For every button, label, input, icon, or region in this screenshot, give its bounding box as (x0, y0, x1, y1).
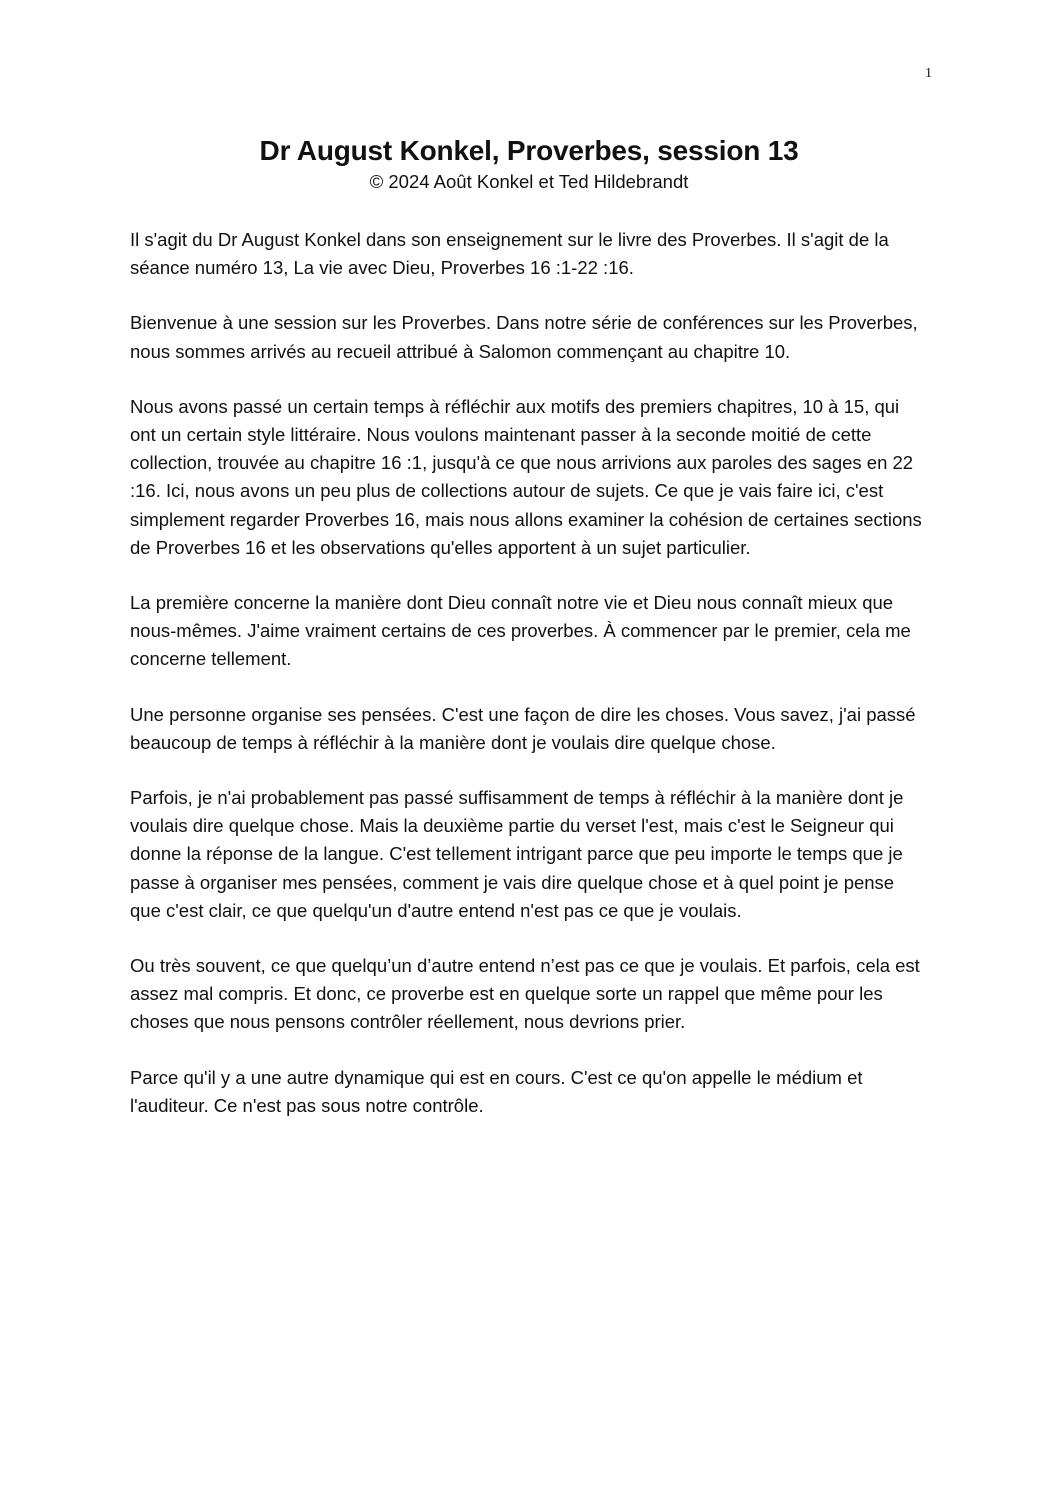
document-body (130, 226, 930, 1147)
document-title: Dr August Konkel, Proverbes, session 13 (259, 135, 799, 166)
paragraph: Bienvenue à une session sur les Proverbes. Dans notre série de conférences sur les Proverbes, nous sommes arrivés au recueil attribué à Salomon commençant au chapitre 10. (130, 312, 918, 362)
copyright-line: © 2024 Août Konkel et Ted Hildebrandt (369, 171, 689, 192)
page-number: 1 (925, 66, 932, 81)
paragraph: Ou très souvent, ce que quelqu’un d’autre entend n’est pas ce que je voulais. Et parfois, cela est assez mal compris. Et donc, ce proverbe est en quelque sorte un rappel que même pour les choses que nous pensons contrôler réellement, nous devrions prier. (130, 955, 920, 1033)
paragraph: Il s'agit du Dr August Konkel dans son enseignement sur le livre des Proverbes. Il s'agit de la séance numéro 13, La vie avec Dieu, Proverbes 16 :1-22 :16. (130, 229, 889, 279)
paragraph: La première concerne la manière dont Dieu connaît notre vie et Dieu nous connaît mieux que nous-mêmes. J'aime vraiment certains de ces proverbes. À commencer par le premier, cela me concerne tellement. (130, 592, 911, 670)
paragraph: Parce qu'il y a une autre dynamique qui est en cours. C'est ce qu'on appelle le médium et l'auditeur. Ce n'est pas sous notre contrôle. (130, 1066, 863, 1116)
paragraph: Une personne organise ses pensées. C'est une façon de dire les choses. Vous savez, j'ai passé beaucoup de temps à réfléchir à la manière dont je voulais dire quelque chose. (130, 703, 916, 753)
paragraph: Nous avons passé un certain temps à réfléchir aux motifs des premiers chapitres, 10 à 15, qui ont un certain style littéraire. Nous voulons maintenant passer à la seconde moitié de cette collection, trouvée au chapitre 16 :1, jusqu'à ce que nous arrivions aux paroles des sages en 22 :16. Ici, nous avons un peu plus de collections autour de sujets. Ce que je vais faire ici, c'est simplement regarder Proverbes 16, mais nous allons examiner la cohésion de certaines sections de Proverbes 16 et les observations qu'elles apportent à un sujet particulier. (130, 395, 922, 558)
paragraph: Parfois, je n'ai probablement pas passé suffisamment de temps à réfléchir à la manière dont je voulais dire quelque chose. Mais la deuxième partie du verset l'est, mais c'est le Seigneur qui donne la réponse de la langue. C'est tellement intrigant parce que peu importe le temps que je passe à organiser mes pensées, comment je vais dire quelque chose et à quel point je pense que c'est clair, ce que quelqu'un d'autre entend n'est pas ce que je voulais. (130, 787, 904, 921)
